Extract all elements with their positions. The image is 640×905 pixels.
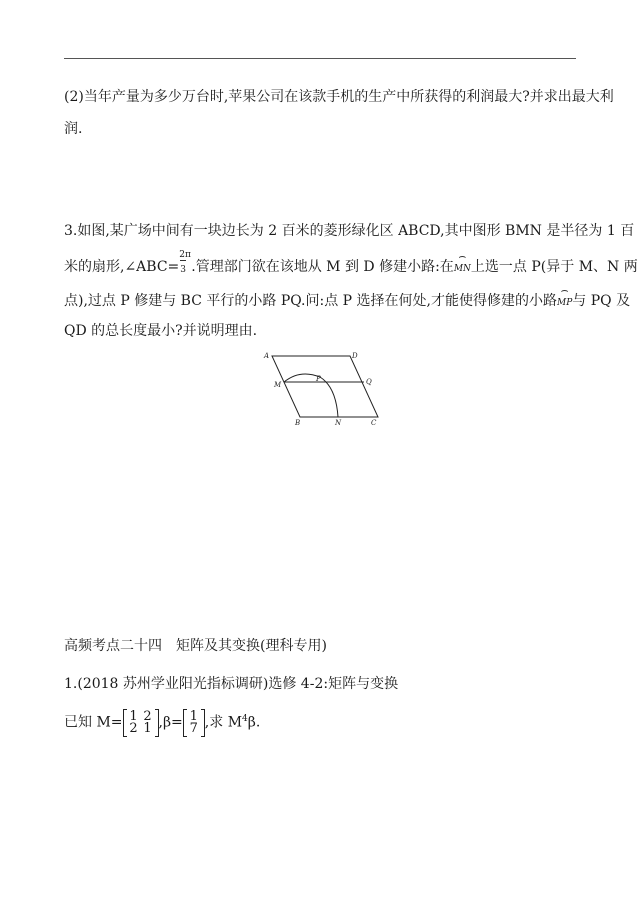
arc-mn: ⌢ MN (454, 260, 471, 278)
q3-line2-a: 米的扇形,∠ABC= (64, 259, 180, 275)
label-p: P (316, 375, 321, 383)
q1-statement (64, 710, 260, 735)
matrix-m-12: 2 (143, 708, 152, 724)
q3-line4: QD 的总长度最小?并说明理由. (64, 323, 258, 339)
q1-text-d: β. (247, 714, 261, 731)
matrix-m-22: 1 (143, 720, 152, 736)
rhombus-abcd (272, 356, 378, 417)
section-title: 高频考点二十四 矩阵及其变换(理科专用) (64, 638, 327, 654)
q3-line1: 3.如图,某广场中间有一块边长为 2 百米的菱形绿化区 ABCD,其中图形 BMN 是半径为 1 百 (64, 223, 635, 239)
arc-mn-shape (284, 374, 338, 417)
label-b: B (295, 419, 301, 425)
matrix-m-21: 2 (129, 720, 138, 736)
q3-line2-b: .管理部门欲在该地从 M 到 D 修建小路:在 (191, 259, 454, 275)
q3-line2-c: 上选一点 P(异于 M、N 两 (470, 259, 638, 275)
q1-text-c: ,求 M (204, 714, 243, 731)
q1-text-a: 已知 M= (64, 714, 123, 731)
power-exponent: 4 (242, 714, 248, 724)
matrix-m (123, 708, 159, 736)
fraction-denominator: 3 (180, 260, 186, 279)
q3-line3-b: 与 PQ 及 (572, 293, 631, 309)
q3-line3 (64, 292, 630, 312)
beta-2: 7 (189, 720, 198, 736)
label-d: D (352, 352, 358, 360)
beta-1: 1 (189, 708, 198, 724)
label-c: C (371, 419, 377, 425)
q1-title: 1.(2018 苏州学业阳光指标调研)选修 4-2:矩阵与变换 (64, 676, 399, 692)
label-m: M (274, 381, 282, 389)
q3-line3-a: 点),过点 P 修建与 BC 平行的小路 PQ.问:点 P 选择在何处,才能使得修建的小路 (64, 293, 557, 309)
matrix-m-11: 1 (129, 708, 138, 724)
header-rule (64, 58, 576, 59)
label-n: N (335, 419, 342, 425)
arc-mp: ⌢ MP (557, 294, 572, 312)
label-q: Q (366, 378, 372, 386)
q1-text-b: ,β= (158, 714, 183, 731)
q2-line1: (2)当年产量为多少万台时,苹果公司在该款手机的生产中所获得的利润最大?并求出最大利 (64, 89, 614, 105)
rhombus-figure (258, 347, 384, 425)
q2-line2: 润. (64, 121, 83, 137)
label-a: A (264, 352, 270, 360)
vector-beta (183, 708, 205, 736)
fraction-numerator: 2π (179, 250, 191, 260)
